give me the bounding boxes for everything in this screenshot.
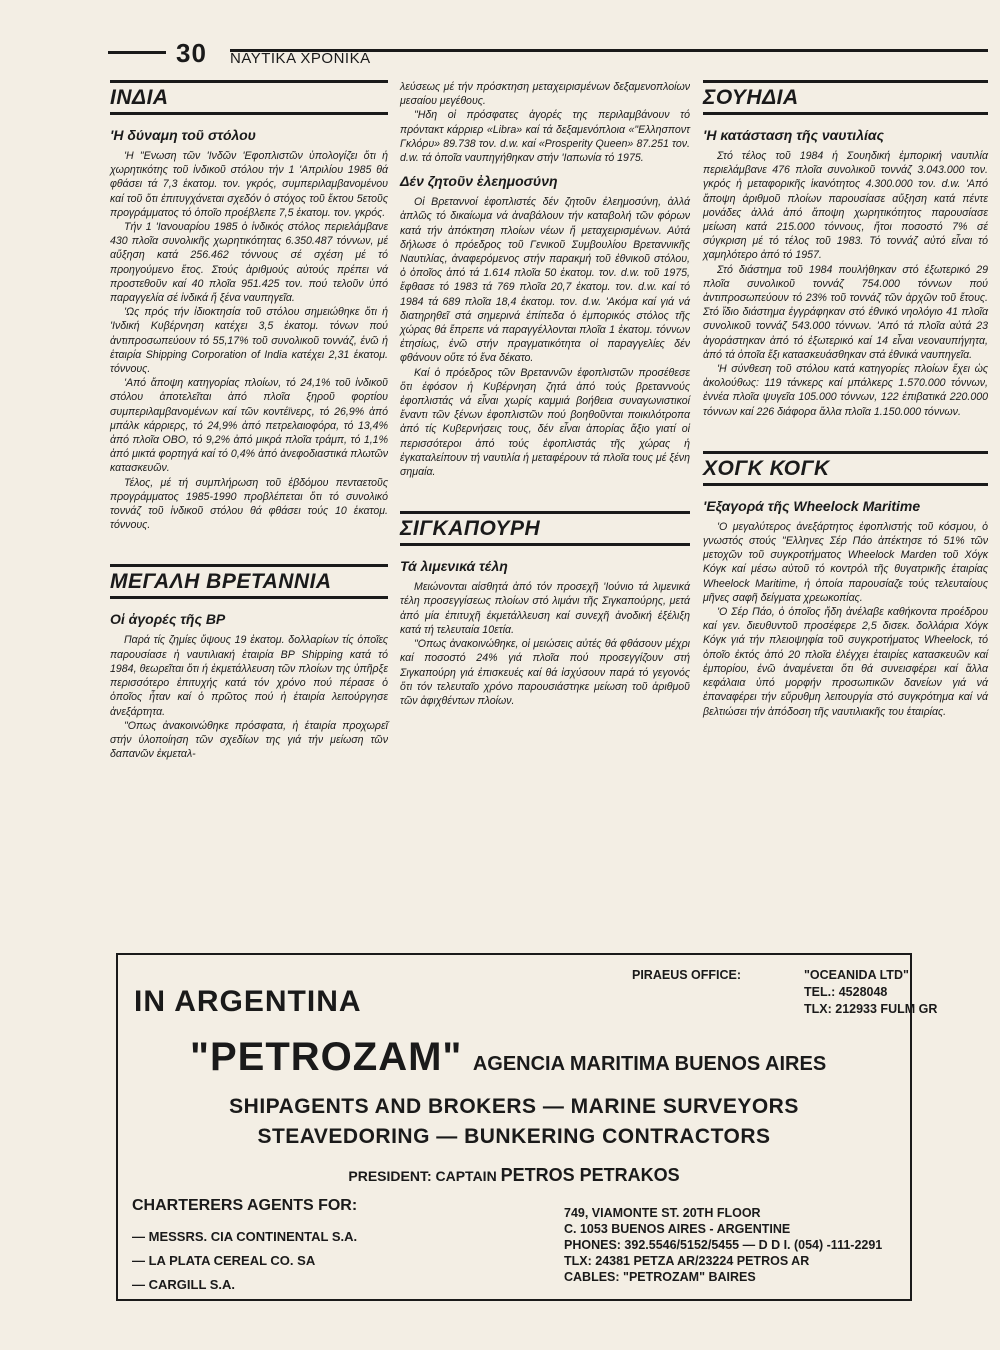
paragraph: 'Ο Σέρ Πάο, ὁ ὁποῖος ἤδη ἀνέλαβε καθήκοντα προέδρου καί γεν. διευθυντοῦ προσέφερε 2,5 δισεκ. δολλάρια Χόγκ Κόγκ γιά τήν πλειοψηφία τοῦ συγκροτήματος Wheelock, τό ὁποῖο ἐκτός ἀπό 20 πλοῖα ἐλέγχει ἑταιρίες κατασκευῶν καί ἐμπορίου, ἐνῶ ἀναμένεται ὅτι θά συνεισφέρει καί ἄλλα κεφάλαια ὑπό μορφήν προσωπικῶν δανείων γιά νά ἐπαναφέρει τήν εὔρυθμη λειτουργία στό συγκρότημα καί νά βελτιώσει τήν ἀπόδοση τῆς ναυτιλιακῆς του ἑταιρίας. [703,606,988,718]
list-item: — LA PLATA CEREAL CO. SA [132,1253,316,1268]
section-title-great-britain: ΜΕΓΑΛΗ ΒΡΕΤΑΝΝΙΑ [110,564,388,599]
section-title-singapore: ΣΙΓΚΑΠΟΥΡΗ [400,511,690,546]
article-sweden [703,149,988,419]
president-label: PRESIDENT: CAPTAIN [348,1168,497,1184]
address-line: PHONES: 392.5546/5152/5455 — D D I. (054) -111-2291 [564,1238,883,1252]
paragraph: Τέλος, μέ τή συμπλήρωση τοῦ ἑβδόμου πενταετοῦς προγράμματος 1985-1990 προβλέπεται ὅτι τό συνολικό τοννάζ τοῦ ἰνδικοῦ στόλου θά φθάσει τούς 10 ἑκατομ. τόννους. [110,476,388,532]
ad-president [118,1165,910,1186]
paragraph: 'Από ἄποψη κατηγορίας πλοίων, τό 24,1% τοῦ ἰνδικοῦ στόλου ἀποτελεῖται ἀπό πλοῖα ξηροῦ φορτίου συμπεριλαμβανομένων καί τῶν κοντέϊνερς, τό 26,9% ἀπό μπάλκ κάρριερς, τό 24,9% ἀπό πετρελαιοφόρα, τό 13,4% ἀπό πλοῖα OBO, τό 9,2% ἀπό μικρά πλοῖα τράμπ, τό 1,1% ἀπό μικτά φορτηγά καί τό 0,4% ἀπό ἀνεφοδιαστικά πλωτῶν κατασκευῶν. [110,377,388,475]
article-india [110,149,388,532]
header-rule-left [108,51,166,54]
office-name: "OCEANIDA LTD" [804,968,909,982]
office-tel: TEL.: 4528048 [804,985,888,999]
section-title-sweden: ΣΟΥΗΔΙΑ [703,80,988,115]
ad-brand-row [190,1035,826,1080]
paragraph: Στό διάστημα τοῦ 1984 πουλήθηκαν στό ἐξωτερικό 29 πλοῖα συνολικοῦ τοννάζ 754.000 τόννων πού ἀντιπροσωπεύουν τό 23% τοῦ τοννάζ τῶν ἀρχῶν τοῦ ἔτους. Στό ἴδιο διάστημα ἐγγράφηκαν στό ἐθνικό νηολόγιο 41 πλοῖα συνολικοῦ τοννάζ 543.000 τόννων. 'Από τά πλοῖα αὐτά 23 ἀγοράστηκαν ἀπό τό ἐξωτερικό καί 14 εἶναι νεοναυπήγητα, ἀπό τά ὁποῖα ἕξι κατασκευάσθηκαν στά ἐθνικά ναυπηγεῖα. [703,263,988,361]
paragraph: Οἱ Βρεταννοί ἐφοπλιστές δέν ζητοῦν ἐλεημοσύνη, ἀλλά ἁπλῶς τό δικαίωμα νά ἀναβάλουν τήν καταβολή τῶν φόρων κατά τήν ἀπόκτηση πλοίων νέων ἤ μεταχειρισμένων. Αὐτά δήλωσε ὁ πρόεδρος τοῦ Γενικοῦ Συμβουλίου Βρεταννικῆς Ναυτιλίας, ἀναφερόμενος στήν παρακμή τοῦ ἐθνικοῦ στόλου, ὁ ὁποῖος ἀπό τά 1.614 πλοῖα 50 ἑκατομ. τον. d.w. τοῦ 1975, ἔφθασε τό 1983 τά 769 πλοῖα 20,7 ἑκατομ. τον. d.w. καί τό 1984 τά 689 πλοῖα 18,4 ἑκατομ. τον. d.w. 'Ακόμα καί γιά νά διατηρηθεῖ στά σημερινά ἐπίπεδα ὁ ἐμπορικός στόλος τῆς χώρας θά ἔπρεπε νά παραγγέλλονται πλοῖα 1 ἑκατομ. τόννων ἐτησίως, ἐνῶ στήν πραγματικότητα οἱ παραγγελίες δέν φθάνουν οὔτε τό ἕνα δέκατο. [400,196,690,365]
paragraph: 'Η "Ενωση τῶν 'Ινδῶν 'Εφοπλιστῶν ὑπολογίζει ὅτι ἡ χωρητικότης τοῦ ἰνδικοῦ στόλου τήν 1 'Απριλίου 1985 θά φθάσει τά 7,3 ἑκατομ. τον. γκρός, συμπεριλαμβανομένου καί τοῦ ὅτι ἐπιτυγχάνεται σχεδόν ὁ στόχος τοῦ ἕκτου 5ετοῦς προγράμματος τό ὁποῖο προέβλεπε 7,5 ἑκατομ. τον. γκρός. [110,150,388,219]
subtitle-charity: Δέν ζητοῦν ἐλεημοσύνη [400,173,558,190]
column-right [703,80,988,719]
address-line: C. 1053 BUENOS AIRES - ARGENTINE [564,1222,791,1236]
paragraph: 'Η σύνθεση τοῦ στόλου κατά κατηγορίες πλοίων ἔχει ὡς ἀκολούθως: 119 τάνκερς καί μπάλκερς 1.570.000 τόννων, ἐννέα πλοῖα ψυγεῖα 105.000 τόννων, 122 ἐπιβατικά 220.000 τόννων καί 226 διάφορα ἄλλα πλοῖα 1.150.000 τόννων. [703,363,988,418]
list-item: — CARGILL S.A. [132,1277,236,1292]
section-title-india: ΙΝΔΙΑ [110,80,388,115]
address-line: TLX: 24381 PETZA AR/23224 PETROS AR [564,1254,810,1268]
advertisement-petrozam [116,953,938,1301]
subtitle-great-britain: Οἱ ἀγορές τῆς ΒΡ [110,611,226,628]
article-hong-kong [703,520,988,719]
paragraph: "Ηδη οἱ πρόσφατες ἀγορές της περιλαμβάνουν τό πρόντακτ κάρριερ «Libra» καί τά δεξαμενόπλοια «"Ελλησποντ Γκλόρυ» 89.738 τον. d.w. καί «Prosperity Queen» 87.251 τον. d.w. τά ὁποῖα ναυπηγήθηκαν στήν 'Ιαπωνία τό 1975. [400,109,690,165]
subtitle-india: 'Η δύναμη τοῦ στόλου [110,127,256,143]
ad-brand-subtitle: AGENCIA MARITIMA BUENOS AIRES [472,1053,827,1075]
paragraph: Στό τέλος τοῦ 1984 ἡ Σουηδική ἐμπορική ναυτιλία περιελάμβανε 476 πλοῖα συνολικοῦ τοννάζ 3.043.000 τον. γκρός ἡ μεταφορικῆς ἱκανότητος 4.300.000 τον. d.w. 'Από ἄποψη ἀριθμοῦ πλοίων παρουσίασε αὔξηση κατά πέντε μονάδες ἀλλά ἀπό ἄποψη χωρητικότητος παρουσίασε μείωση κατά 215.000 τόννους, ἤτοι ποσοστό 7% σέ σύγκριση μέ τό τέλος τοῦ 1983. Τό τοννάζ αὐτό εἶναι τό χαμηλότερο ἀπό τό 1957. [703,150,988,262]
paragraph: "Οπως ἀνακοινώθηκε πρόσφατα, ἡ ἑταιρία προχωρεῖ στήν ὑλοποίηση τῶν σχεδίων της γιά τήν μείωση τῶν δαπανῶν ἐκμεταλ- [110,719,388,761]
ad-services-line-1: SHIPAGENTS AND BROKERS — MARINE SURVEYORS [229,1095,799,1118]
paragraph: Καί ὁ πρόεδρος τῶν Βρεταννῶν ἐφοπλιστῶν προσέθεσε ὅτι ἐφόσον ἡ Κυβέρνηση ζητά ἀπό τούς βρεταννούς ἐφοπλιστάς νά εἶναι χωρίς καμμιά βοήθεια συναγωνιστικοί ἔναντι τῶν ξένων ἐφοπλιστῶν πού βοηθοῦνται ποικιλότροπα ἀπό τίς Κυβερνήσεις τους, δέν εἶναι ἀπορίας ἄξιο γιατί οἱ περισσότεροι ἀπό τούς ἐφοπλιστάς τῆς χώρας ἡ ἐγκαταλείπουν τή ναυτιλία ἡ μεταφέρουν τά πλοῖα τους μέ ξένη σημαία. [400,366,690,479]
ad-services-line-2: STEAVEDORING — BUNKERING CONTRACTORS [257,1125,771,1148]
ad-agents-list [132,1225,357,1297]
paragraph: λεύσεως μέ τήν πρόσκτηση μεταχειρισμένων δεξαμενοπλοίων μεσαίου μεγέθους. [400,81,690,108]
ad-address [564,1205,882,1285]
list-item: — MESSRS. CIA CONTINENTAL S.A. [132,1229,358,1244]
president-name: PETROS PETRAKOS [500,1165,680,1185]
subtitle-singapore: Τά λιμενικά τέλη [400,558,508,575]
section-title-hong-kong: ΧΟΓΚ ΚΟΓΚ [703,451,988,486]
paragraph: Μειώνονται αἰσθητά ἀπό τόν προσεχῆ 'Ιούνιο τά λιμενικά τέλη προσεγγίσεως πλοίων στό λιμάνι τῆς Σιγκαπούρης, μετά ἀπό μία ἐπιτυχῆ ἐκμετάλλευση καί συνεχῆ ἀνοδική ἐξέλιξη κατά τή τελευταία 10ετία. [400,581,690,636]
ad-brand: "PETROZAM" [190,1035,463,1079]
journal-title: ΝΑΥΤΙΚΑ ΧΡΟΝΙΚΑ [230,50,371,67]
paragraph: 'Ο μεγαλύτερος ἀνεξάρτητος ἐφοπλιστής τοῦ κόσμου, ὁ γνωστός στούς "Ελληνες Σέρ Πάο ἀπέκτησε τό 51% τῶν μετοχῶν τοῦ συγκροτήματος Wheelock Marden τοῦ Χόγκ Κόγκ καί μέσω αὐτοῦ τό κοντρόλ τῆς θυγατρικῆς ἑταιρίας Wheelock Maritime, ἡ ὁποία παρουσίαζε τούς τελευταίους μῆνες σαφῆ δείγματα χρεωκοπίας. [703,520,988,604]
page-number: 30 [176,38,207,68]
column-left [110,80,388,761]
article-great-britain [110,633,388,761]
article-charity [400,195,690,479]
office-tlx: TLX: 212933 FULM GR [804,1002,938,1016]
ad-charterers-label: CHARTERERS AGENTS FOR: [132,1197,358,1214]
office-label: PIRAEUS OFFICE: [632,968,742,982]
column-middle [400,80,690,708]
subtitle-sweden: 'Η κατάσταση τῆς ναυτιλίας [703,127,885,143]
page-header [108,40,988,74]
paragraph: "Οπως ἀνακοινώθηκε, οἱ μειώσεις αὐτές θά φθάσουν μέχρι καί ποσοστό 24% γιά πλοῖα πού προσεγγίζουν στή Σιγκαπούρη γιά ἐπισκευές καί θά ἰσχύσουν παρά τό γεγονός ὅτι τόν τελευταῖο χρόνο παρουσιάστηκε μείωση τοῦ ἀριθμοῦ τῶν ἀφιχθέντων πλοίων. [400,638,690,707]
article-singapore [400,580,690,708]
paragraph: Τήν 1 'Ιανουαρίου 1985 ὁ ἰνδικός στόλος περιελάμβανε 430 πλοῖα συνολικῆς χωρητικότητας 6.350.487 τόννων, μέ αὔξηση κατά 256.462 τόννους σέ σχέση μέ τό προηγούμενο ἔτος. Στούς ἀριθμούς αὐτούς πρέπει νά προστεθοῦν καί 40 πλοῖα 951.425 τον. πού τελοῦν ὑπό παραγγελία σέ ἰνδικά ἤ ξένα ναυπηγεῖα. [110,221,388,305]
subtitle-hong-kong: 'Εξαγορά τῆς Wheelock Maritime [703,497,921,514]
paragraph: 'Ως πρός τήν ἰδιοκτησία τοῦ στόλου σημειώθηκε ὅτι ἡ 'Ινδική Κυβέρνηση κατέχει 3,5 ἑκατομ. τόνων πού ἀντιπροσωπεύουν τό 55,17% τοῦ συνολικοῦ τοννάζ, ἐνῶ ἡ ἑταιρία Shipping Corporation of India κατέχει 2,31 ἑκατομ. τόννους. [110,306,388,376]
address-line: CABLES: "PETROZAM" BAIRES [564,1270,756,1284]
address-line: 749, VIAMONTE ST. 20TH FLOOR [564,1206,761,1220]
article-great-britain-continued [400,80,690,165]
office-details [804,967,984,1018]
paragraph: Παρά τίς ζημίες ὕψους 19 ἑκατομ. δολλαρίων τίς ὁποῖες παρουσίασε ἡ ναυτιλιακή ἑταιρία BP Shipping κατά τό 1984, θεωρεῖται ὅτι ἡ ἐκμετάλλευση τῶν πλοίων της ὑπῆρξε περισσότερο ἐπιτυχής κατά τόν χρόνο πού πέρασε ὁ ὁποῖος ἦταν καί ὁ πρῶτος πού ἡ ἑταιρία λειτούργησε ἀνεξάρτητα. [110,634,388,718]
ad-in-argentina: IN ARGENTINA [134,985,362,1018]
